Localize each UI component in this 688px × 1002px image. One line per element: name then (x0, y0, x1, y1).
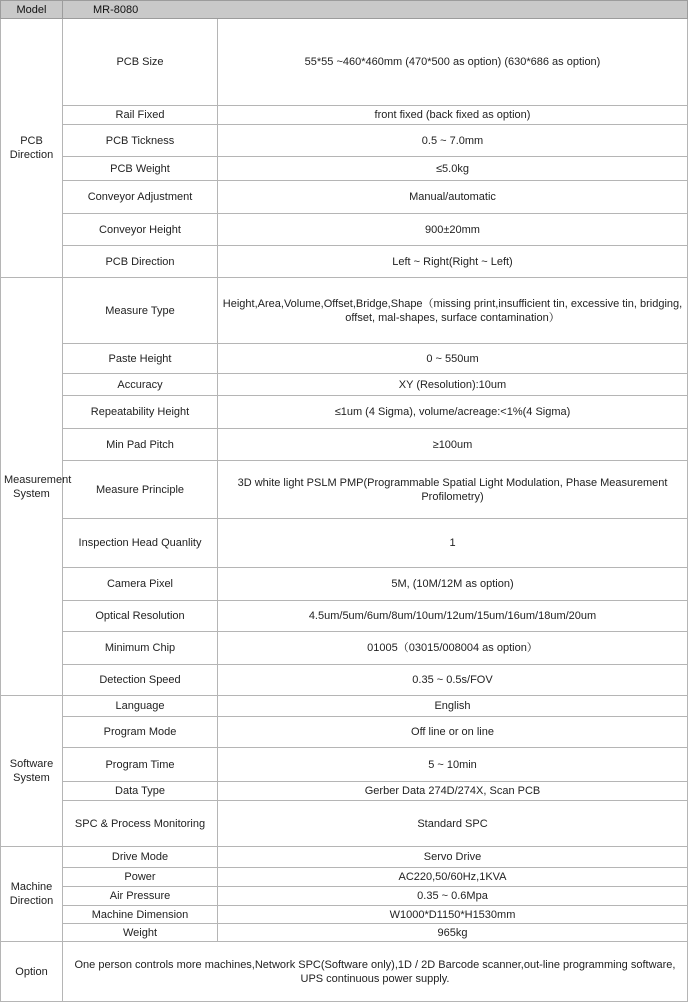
spec-value: 01005（03015/008004 as option） (218, 632, 688, 665)
model-label: Model (1, 1, 63, 19)
option-text: One person controls more machines,Network SPC(Software only),1D / 2D Barcode scanner,out-line programming software, UPS continuous power supply. (63, 942, 688, 1002)
spec-label: Camera Pixel (63, 568, 218, 601)
table-row (1, 868, 688, 887)
table-row (1, 374, 688, 396)
spec-label: Measure Principle (63, 461, 218, 519)
table-row (1, 396, 688, 429)
spec-label: Repeatability Height (63, 396, 218, 429)
spec-value: 3D white light PSLM PMP(Programmable Spatial Light Modulation, Phase Measurement Profilometry) (218, 461, 688, 519)
spec-value: Height,Area,Volume,Offset,Bridge,Shape（missing print,insufficient tin, excessive tin, bridging, offset, mal-shapes, surface contamination） (218, 278, 688, 344)
spec-value: 1 (218, 519, 688, 568)
spec-value: Left ~ Right(Right ~ Left) (218, 246, 688, 278)
spec-label: Conveyor Adjustment (63, 181, 218, 214)
group-software-system: Software System (1, 696, 63, 847)
spec-label: Rail Fixed (63, 106, 218, 125)
table-row (1, 344, 688, 374)
group-pcb-direction: PCB Direction (1, 19, 63, 278)
table-row (1, 181, 688, 214)
spec-label: Power (63, 868, 218, 887)
spec-label: Paste Height (63, 344, 218, 374)
spec-value: front fixed (back fixed as option) (218, 106, 688, 125)
option-row (1, 942, 688, 1002)
table-row (1, 106, 688, 125)
table-row (1, 278, 688, 344)
table-row (1, 246, 688, 278)
spec-value: ≤1um (4 Sigma), volume/acreage:<1%(4 Sigma) (218, 396, 688, 429)
table-row (1, 906, 688, 924)
spec-label: Conveyor Height (63, 214, 218, 246)
spec-value: XY (Resolution):10um (218, 374, 688, 396)
spec-label: PCB Weight (63, 157, 218, 181)
spec-value: 0.5 ~ 7.0mm (218, 125, 688, 157)
spec-label: Air Pressure (63, 887, 218, 906)
table-row (1, 461, 688, 519)
model-value: MR-8080 (63, 1, 688, 19)
spec-label: Optical Resolution (63, 601, 218, 632)
spec-label: Drive Mode (63, 847, 218, 868)
spec-label: SPC & Process Monitoring (63, 801, 218, 847)
spec-value: 5 ~ 10min (218, 748, 688, 782)
group-option: Option (1, 942, 63, 1002)
table-row (1, 887, 688, 906)
spec-label: Measure Type (63, 278, 218, 344)
table-row (1, 157, 688, 181)
table-row (1, 214, 688, 246)
table-row (1, 782, 688, 801)
table-row (1, 696, 688, 717)
spec-label: PCB Direction (63, 246, 218, 278)
table-row (1, 519, 688, 568)
group-measurement-system: Measurement System (1, 278, 63, 696)
spec-value: Servo Drive (218, 847, 688, 868)
spec-label: Weight (63, 924, 218, 942)
model-header-row (1, 1, 688, 19)
table-row (1, 717, 688, 748)
spec-label: Detection Speed (63, 665, 218, 696)
spec-value: 55*55 ~460*460mm (470*500 as option) (630*686 as option) (218, 19, 688, 106)
spec-value: W1000*D1150*H1530mm (218, 906, 688, 924)
spec-value: 965kg (218, 924, 688, 942)
table-row (1, 19, 688, 106)
spec-value: Off line or on line (218, 717, 688, 748)
table-row (1, 601, 688, 632)
spec-value: 0.35 ~ 0.5s/FOV (218, 665, 688, 696)
group-machine-direction: Machine Direction (1, 847, 63, 942)
table-row (1, 847, 688, 868)
spec-value: AC220,50/60Hz,1KVA (218, 868, 688, 887)
spec-label: Program Mode (63, 717, 218, 748)
spec-label: Machine Dimension (63, 906, 218, 924)
spec-value: 0.35 ~ 0.6Mpa (218, 887, 688, 906)
table-row (1, 924, 688, 942)
spec-value: Gerber Data 274D/274X, Scan PCB (218, 782, 688, 801)
spec-label: PCB Size (63, 19, 218, 106)
spec-label: Program Time (63, 748, 218, 782)
spec-label: Accuracy (63, 374, 218, 396)
spec-value: Manual/automatic (218, 181, 688, 214)
table-row (1, 801, 688, 847)
spec-value: 5M, (10M/12M as option) (218, 568, 688, 601)
table-row (1, 568, 688, 601)
spec-label: Inspection Head Quanlity (63, 519, 218, 568)
spec-value: 0 ~ 550um (218, 344, 688, 374)
table-row (1, 632, 688, 665)
spec-value: 4.5um/5um/6um/8um/10um/12um/15um/16um/18um/20um (218, 601, 688, 632)
table-row (1, 748, 688, 782)
spec-value: 900±20mm (218, 214, 688, 246)
spec-value: ≥100um (218, 429, 688, 461)
spec-value: ≤5.0kg (218, 157, 688, 181)
spec-value: Standard SPC (218, 801, 688, 847)
table-row (1, 429, 688, 461)
table-row (1, 125, 688, 157)
spec-label: Data Type (63, 782, 218, 801)
table-row (1, 665, 688, 696)
spec-label: Min Pad Pitch (63, 429, 218, 461)
spec-value: English (218, 696, 688, 717)
spec-label: PCB Tickness (63, 125, 218, 157)
spec-label: Language (63, 696, 218, 717)
spec-label: Minimum Chip (63, 632, 218, 665)
